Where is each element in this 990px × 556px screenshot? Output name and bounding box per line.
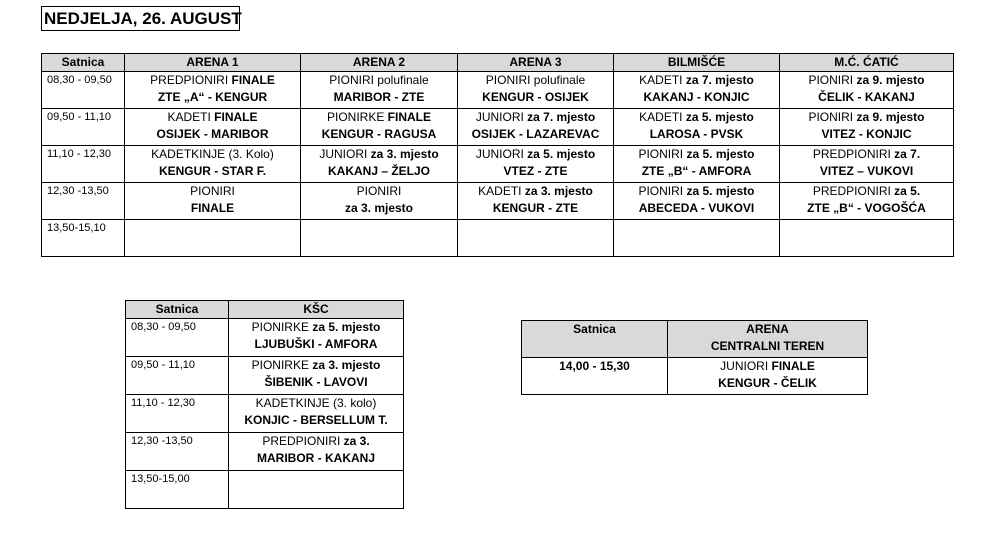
- page-title: NEDJELJA, 26. AUGUST: [41, 6, 240, 31]
- table-row: [126, 319, 404, 357]
- table-row: [126, 357, 404, 395]
- time-slot: 09,50 - 11,10: [42, 109, 125, 146]
- match-cell: KADETI za 7. mjesto KAKANJ - KONJIC: [614, 72, 780, 109]
- main-schedule-table: [41, 53, 954, 257]
- match-cell: PREDPIONIRI za 3. MARIBOR - KAKANJ: [229, 433, 404, 471]
- header-arena-3: ARENA 3: [458, 54, 614, 72]
- time-slot: 11,10 - 12,30: [42, 146, 125, 183]
- time-slot: 14,00 - 15,30: [522, 358, 668, 395]
- match-cell: [229, 471, 404, 509]
- table-row: [126, 433, 404, 471]
- header-bilmisce: BILMIŠĆE: [614, 54, 780, 72]
- match-cell: PIONIRI polufinale MARIBOR - ZTE: [301, 72, 458, 109]
- table-row: [42, 109, 954, 146]
- time-slot: 08,30 - 09,50: [42, 72, 125, 109]
- header-row: [126, 301, 404, 319]
- time-slot: 08,30 - 09,50: [126, 319, 229, 357]
- match-cell: PREDPIONIRI za 5. ZTE „B“ - VOGOŠĆA: [780, 183, 954, 220]
- time-slot: 13,50-15,00: [126, 471, 229, 509]
- header-satnica: Satnica: [126, 301, 229, 319]
- match-cell: JUNIORI za 3. mjesto KAKANJ – ŽELJO: [301, 146, 458, 183]
- header-mc-catic: M.Ć. ĆATIĆ: [780, 54, 954, 72]
- match-cell: PIONIRKE za 3. mjesto ŠIBENIK - LAVOVI: [229, 357, 404, 395]
- header-satnica: Satnica: [522, 321, 668, 358]
- match-cell: PIONIRKE FINALE KENGUR - RAGUSA: [301, 109, 458, 146]
- match-cell: PIONIRI za 9. mjesto VITEZ - KONJIC: [780, 109, 954, 146]
- match-cell: PIONIRI za 5. mjesto ZTE „B“ - AMFORA: [614, 146, 780, 183]
- match-cell: [780, 220, 954, 257]
- table-row: [42, 220, 954, 257]
- arena-central-table: [521, 320, 868, 395]
- match-cell: PIONIRI FINALE: [125, 183, 301, 220]
- match-cell: PIONIRI za 5. mjesto ABECEDA - VUKOVI: [614, 183, 780, 220]
- match-cell: JUNIORI za 7. mjesto OSIJEK - LAZAREVAC: [458, 109, 614, 146]
- table-row: [42, 72, 954, 109]
- match-cell: [614, 220, 780, 257]
- match-cell: PIONIRKE za 5. mjesto LJUBUŠKI - AMFORA: [229, 319, 404, 357]
- match-cell: PREDPIONIRI za 7. VITEZ – VUKOVI: [780, 146, 954, 183]
- match-cell: PIONIRI za 3. mjesto: [301, 183, 458, 220]
- match-cell: [125, 220, 301, 257]
- match-cell: JUNIORI za 5. mjesto VTEZ - ZTE: [458, 146, 614, 183]
- header-ksc: KŠC: [229, 301, 404, 319]
- time-slot: 09,50 - 11,10: [126, 357, 229, 395]
- match-cell: KADETKINJE (3. Kolo) KENGUR - STAR F.: [125, 146, 301, 183]
- match-cell: KADETKINJE (3. kolo) KONJIC - BERSELLUM T.: [229, 395, 404, 433]
- match-cell: [458, 220, 614, 257]
- header-arena-1: ARENA 1: [125, 54, 301, 72]
- header-arena-central: ARENA CENTRALNI TEREN: [668, 321, 868, 358]
- time-slot: 11,10 - 12,30: [126, 395, 229, 433]
- header-row: [522, 321, 868, 358]
- match-cell: PIONIRI polufinale KENGUR - OSIJEK: [458, 72, 614, 109]
- header-satnica: Satnica: [42, 54, 125, 72]
- time-slot: 12,30 -13,50: [126, 433, 229, 471]
- time-slot: 12,30 -13,50: [42, 183, 125, 220]
- table-row: [42, 146, 954, 183]
- header-row: [42, 54, 954, 72]
- table-row: [126, 471, 404, 509]
- table-row: [126, 395, 404, 433]
- match-cell: KADETI za 3. mjesto KENGUR - ZTE: [458, 183, 614, 220]
- match-cell: KADETI FINALE OSIJEK - MARIBOR: [125, 109, 301, 146]
- table-row: [42, 183, 954, 220]
- match-cell: [301, 220, 458, 257]
- time-slot: 13,50-15,10: [42, 220, 125, 257]
- table-row: [522, 358, 868, 395]
- match-cell: JUNIORI FINALE KENGUR - ČELIK: [668, 358, 868, 395]
- match-cell: PREDPIONIRI FINALE ZTE „A“ - KENGUR: [125, 72, 301, 109]
- ksc-schedule-table: [125, 300, 404, 509]
- header-arena-2: ARENA 2: [301, 54, 458, 72]
- match-cell: PIONIRI za 9. mjesto ČELIK - KAKANJ: [780, 72, 954, 109]
- match-cell: KADETI za 5. mjesto LAROSA - PVSK: [614, 109, 780, 146]
